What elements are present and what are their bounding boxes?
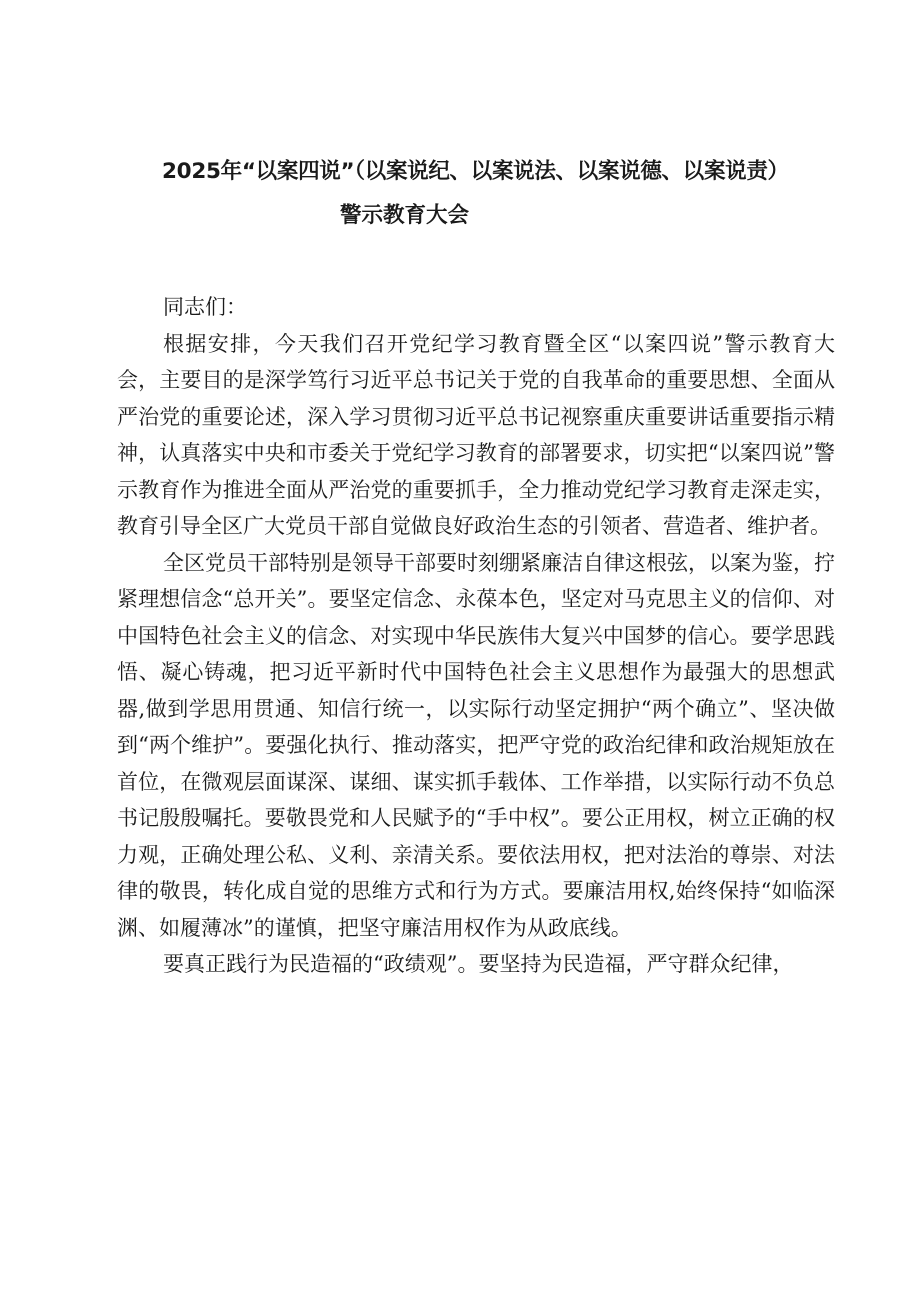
document-subtitle: 警示教育大会 <box>340 203 470 228</box>
greeting: 同志们： <box>163 295 247 319</box>
document-title: 2025年“以案四说”（以案说纪、以案说法、以案说德、以案说责） <box>162 159 789 184</box>
paragraph-2: 全区党员干部特别是领导干部要时刻绷紧廉洁自律这根弦，以案为鉴，拧紧理想信念“总开关”。要坚定信念、永葆本色，坚定对马克思主义的信仰、对中国特色社会主义的信念、对实现中华民族伟大复兴中国梦的信心。要学思践悟、凝心铸魂，把习近平新时代中国特色社会主义思想作为最强大的思想武器,做到学思用贯通、知信行统一，以实际行动坚定拥护“两个确立”、坚决做到“两个维护”。要强化执行、推动落实，把严守党的政治纪律和政治规矩放在首位，在微观层面谋深、谋细、谋实抓手载体、工作举措，以实际行动不负总书记殷殷嘱托。要敬畏党和人民赋予的“手中权”。要公正用权，树立正确的权力观，正确处理公私、义利、亲清关系。要依法用权，把对法治的尊崇、对法律的敬畏，转化成自觉的思维方式和行为方式。要廉洁用权,始终保持“如临深渊、如履薄冰”的谨慎，把坚守廉洁用权作为从政底线。 <box>117 550 835 940</box>
paragraph-3: 要真正践行为民造福的“政绩观”。要坚持为民造福，严守群众纪律， <box>163 952 794 976</box>
paragraph-1: 根据安排，今天我们召开党纪学习教育暨全区“以案四说”警示教育大会，主要目的是深学笃行习近平总书记关于党的自我革命的重要思想、全面从严治党的重要论述，深入学习贯彻习近平总书记视察重庆重要讲话重要指示精神，认真落实中央和市委关于党纪学习教育的部署要求，切实把“以案四说”警示教育作为推进全面从严治党的重要抓手，全力推动党纪学习教育走深走实，教育引导全区广大党员干部自觉做良好政治生态的引领者、营造者、维护者。 <box>117 331 835 538</box>
document-body <box>117 289 835 983</box>
